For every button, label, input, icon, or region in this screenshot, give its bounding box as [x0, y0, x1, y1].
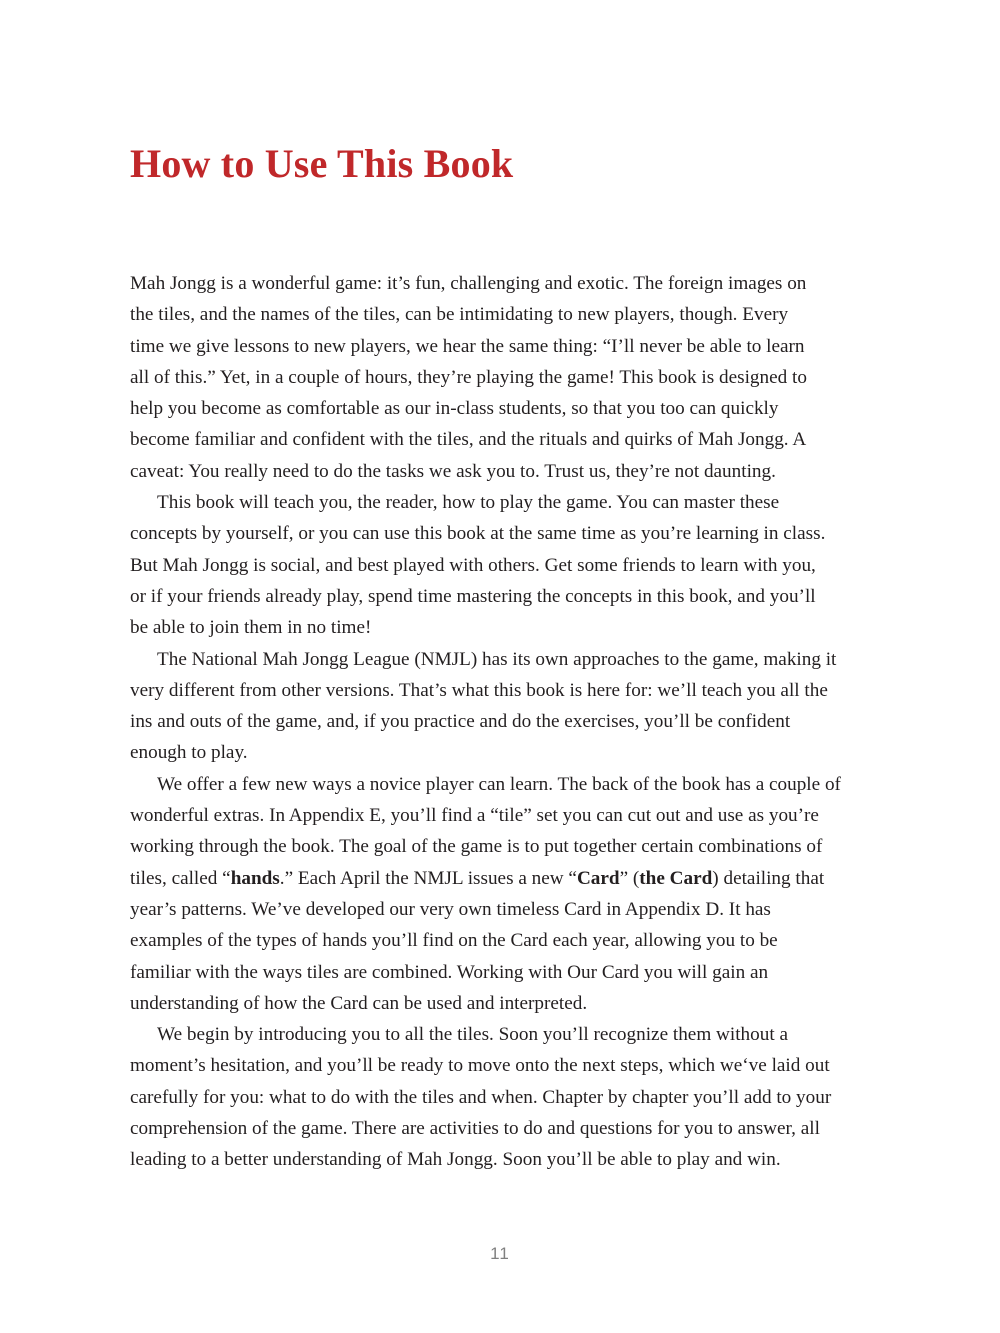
page-number: 11	[490, 1244, 510, 1263]
text-line: year’s patterns. We’ve developed our very own timeless Card in Appendix D. It has	[130, 898, 771, 920]
text-line: familiar with the ways tiles are combined. Working with Our Card you will gain an	[130, 961, 769, 983]
text-line	[130, 863, 890, 894]
text-line: very different from other versions. That’s what this book is here for: we’ll teach you all the	[130, 679, 828, 701]
paragraph-begin	[130, 1019, 890, 1175]
text-line: We begin by introducing you to all the tiles. Soon you’ll recognize them without a	[157, 1024, 788, 1046]
text-line: comprehension of the game. There are activities to do and questions for you to answer, all	[130, 1118, 820, 1140]
text-line: Mah Jongg is a wonderful game: it’s fun, challenging and exotic. The foreign images on	[130, 273, 807, 294]
paragraph-teach	[130, 487, 890, 643]
text-line: But Mah Jongg is social, and best played with others. Get some friends to learn with you,	[130, 554, 816, 576]
text-line: time we give lessons to new players, we hear the same thing: “I’ll never be able to learn	[130, 335, 805, 357]
text-line: enough to play.	[130, 742, 248, 764]
text-line: carefully for you: what to do with the tiles and when. Chapter by chapter you’ll add to your	[130, 1086, 832, 1108]
text-line: examples of the types of hands you’ll find on the Card each year, allowing you to be	[130, 930, 778, 952]
text-line: ins and outs of the game, and, if you practice and do the exercises, you’ll be confident	[130, 711, 791, 733]
text-line: wonderful extras. In Appendix E, you’ll find a “tile” set you can cut out and use as you’re	[130, 805, 819, 827]
text-segment: ) detailing that	[712, 867, 825, 889]
text-line: leading to a better understanding of Mah Jongg. Soon you’ll be able to play and win.	[130, 1149, 781, 1171]
paragraph-intro	[130, 268, 890, 487]
text-line: This book will teach you, the reader, how to play the game. You can master these	[157, 492, 780, 514]
body-text	[130, 268, 890, 1176]
text-line: help you become as comfortable as our in-class students, so that you too can quickly	[130, 398, 779, 420]
text-segment: .” Each April the NMJL issues a new “	[279, 867, 577, 889]
term-hands: hands	[230, 867, 280, 889]
text-line: be able to join them in no time!	[130, 617, 372, 639]
text-line: concepts by yourself, or you can use this book at the same time as you’re learning in class.	[130, 523, 826, 545]
text-line: working through the book. The goal of the game is to put together certain combinations of	[130, 836, 823, 858]
term-the-card: the Card	[639, 867, 713, 889]
text-line: The National Mah Jongg League (NMJL) has its own approaches to the game, making it	[157, 648, 837, 670]
text-line: understanding of how the Card can be used and interpreted.	[130, 992, 588, 1014]
text-line: become familiar and confident with the tiles, and the rituals and quirks of Mah Jongg. A	[130, 429, 807, 451]
text-line: caveat: You really need to do the tasks we ask you to. Trust us, they’re not daunting.	[130, 460, 776, 482]
term-card: Card	[576, 867, 620, 889]
text-line: moment’s hesitation, and you’ll be ready to move onto the next steps, which we‘ve laid out	[130, 1055, 830, 1077]
text-line: all of this.” Yet, in a couple of hours, they’re playing the game! This book is designed to	[130, 366, 807, 388]
text-segment: tiles, called “	[130, 867, 231, 889]
text-line: the tiles, and the names of the tiles, can be intimidating to new players, though. Every	[130, 304, 789, 326]
paragraph-extras	[130, 769, 890, 1019]
text-line: or if your friends already play, spend time mastering the concepts in this book, and you’ll	[130, 585, 816, 607]
paragraph-nmjl	[130, 644, 890, 769]
text-segment: ” (	[619, 867, 640, 889]
page-title: How to Use This Book	[130, 141, 514, 186]
text-line: We offer a few new ways a novice player can learn. The back of the book has a couple of	[157, 773, 841, 795]
